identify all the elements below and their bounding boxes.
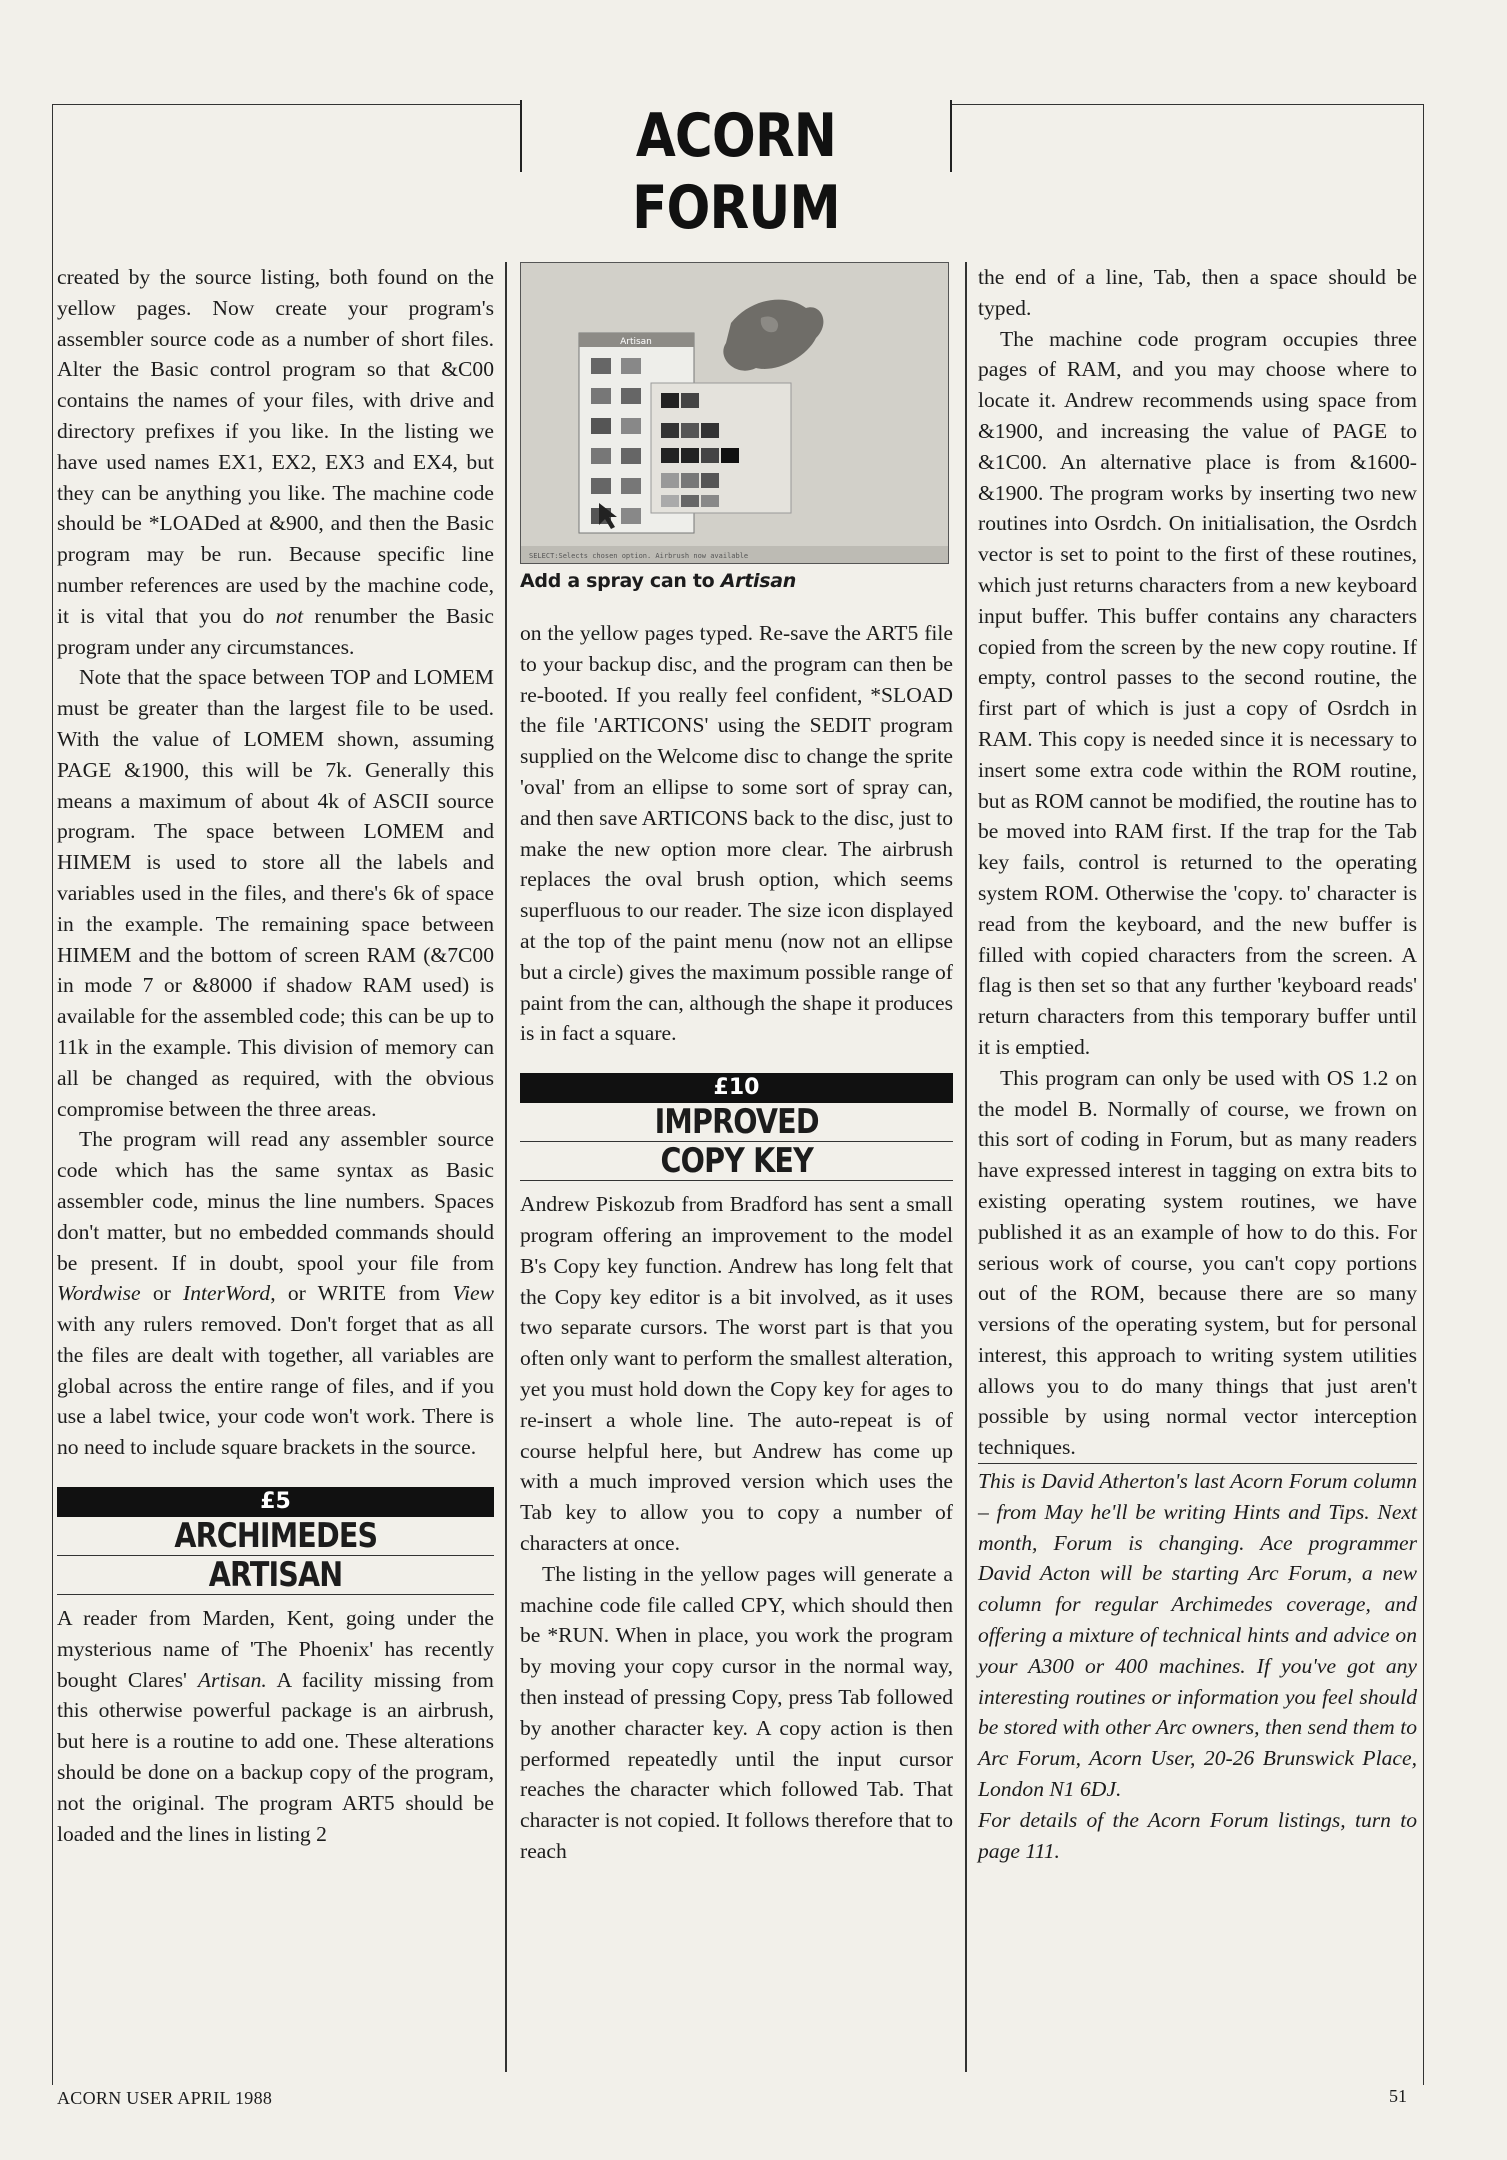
editor-note [978,1463,1417,1866]
column-1 [57,262,494,1849]
note-paragraph: For details of the Acorn Forum listings, turn to page 111. [978,1807,1417,1863]
paragraph: Andrew Piskozub from Bradford has sent a small program offering an improvement to the model B's Copy key function. Andrew has long felt that the Copy key editor is a bit involved, as it uses two separate cursors. The worst part is that you often only want to perform the smallest alteration, yet you must hold down the Copy key for ages to re-insert a whole line. The auto-repeat is of course helpful here, but Andrew has come up with a much improved version which uses the Tab key to allow you to copy a number of characters at once. [520,1192,953,1555]
screenshot-photo [520,262,949,564]
section-title: COPY KEY [520,1142,953,1181]
price-badge: £5 [57,1487,494,1517]
column-3 [978,262,1417,1866]
paragraph: The machine code program occupies three pages of RAM, and you may choose where to locate it. Andrew recommends using space from &1900, and increasing the value of PAGE to &1C00. An alternative place is from &1600-&1900. The program works by inserting two new routines into Osrdch. On initialisation, the Osrdch vector is set to point to the first of these routines, which just returns characters from a new keyboard input buffer. This buffer contains any characters copied from the screen by the new copy routine. If empty, control passes to the second routine, the first part of which is just a copy of Osrdch in RAM. This copy is needed since it is necessary to insert some extra code within the ROM routine, but as ROM cannot be modified, the routine has to be moved into RAM first. If the trap for the Tab key fails, control is returned to the operating system ROM. Otherwise the 'copy. to' character is read from the keyboard, and the new buffer is filled with copied characters from the screen. A flag is then set so that any further 'keyboard reads' return characters from this temporary buffer until it is emptied. [978,326,1417,1059]
column-divider [965,262,967,2072]
paragraph: Note that the space between TOP and LOMEM must be greater than the largest file to be used. With the value of LOMEM shown, assuming PAGE &1900, this will be 7k. Generally this means a maximum of about 4k of ASCII source program. The space between LOMEM and HIMEM is used to store all the labels and variables used in the files, and there's 6k of space in the example. The remaining space between HIMEM and the bottom of screen RAM (&7C00 in mode 7 or &8000 if shadow RAM used) is available for the assembled code; this can be up to 11k in the example. This division of memory can all be changed as required, with the obvious compromise between the three areas. [57,665,494,1121]
svg-text:Artisan: Artisan [620,337,652,347]
masthead-title: ACORN FORUM [632,101,840,243]
paragraph: the end of a line, Tab, then a space should be typed. [978,265,1417,320]
paragraph: The program will read any assembler source code which has the same syntax as Basic assembler code, minus the line numbers. Spaces don't matter, but no embedded commands should be present. If in doubt, spool your file from Wordwise or InterWord, or WRITE from View with any rulers removed. Don't forget that as all the files are dealt with together, all variables are global across the entire range of files, and if you use a label twice, your code won't work. There is no need to include square brackets in the source. [57,1127,494,1460]
photo-caption: Add a spray can to Artisan [520,570,796,592]
artisan-screen-image [521,263,948,563]
page-number: 51 [1389,2086,1407,2106]
svg-text:SELECT:Selects chosen option.: SELECT:Selects chosen option. Airbrush now available [529,552,749,560]
paragraph: on the yellow pages typed. Re-save the ART5 file to your backup disc, and the program can then be re-booted. If you really feel confident, *SLOAD the file 'ARTICONS' using the SEDIT program supplied on the Welcome disc to change the sprite 'oval' from an ellipse to some sort of spray can, and then save ARTICONS back to the disc, just to make the new option more clear. The airbrush replaces the oval brush option, which seems superfluous to our reader. The size icon displayed at the top of the paint menu (now not an ellipse but a circle) gives the maximum possible range of paint from the can, although the shape it produces is in fact a square. [520,621,953,1046]
paragraph: A reader from Marden, Kent, going under the mysterious name of 'The Phoenix' has recently bought Clares' Artisan. A facility missing from this otherwise powerful package is an airbrush, but here is a routine to add one. These alterations should be done on a backup copy of the program, not the original. The program ART5 should be loaded and the lines in listing 2 [57,1606,494,1846]
section-title: IMPROVED [520,1103,953,1142]
section-title: ARTISAN [57,1556,494,1595]
paragraph: The listing in the yellow pages will generate a machine code file called CPY, which should then be *RUN. When in place, you work the program by moving your copy cursor in the normal way, then instead of pressing Copy, press Tab followed by another character key. A copy action is then performed repeatedly until the input cursor reaches the character which followed Tab. That character is not copied. It follows therefore that to reach [520,1561,953,1863]
column-2 [520,262,953,1867]
column-divider [505,262,507,2072]
publication-footer: ACORN USER APRIL 1988 [57,2088,273,2108]
section-title: ARCHIMEDES [57,1517,494,1556]
section-header-archimedes-artisan [57,1487,494,1595]
section-header-improved-copy-key [520,1073,953,1181]
masthead [520,100,952,243]
paragraph: created by the source listing, both found on the yellow pages. Now create your program's assembler source code as a number of short files. Alter the Basic control program so that &C00 contains the names of your files, with drive and directory prefixes if you like. In the listing we have used names EX1, EX2, EX3 and EX4, but they can be anything you like. The machine code should be *LOADed at &900, and then the Basic program may be run. Because specific line number references are used by the machine code, it is vital that you do not renumber the Basic program under any circumstances. [57,265,494,659]
note-paragraph: This is David Atherton's last Acorn Forum column – from May he'll be writing Hints and Tips. Next month, Forum is changing. Ace programmer David Acton will be starting Arc Forum, a new column for regular Archimedes coverage, and offering a mixture of technical hints and advice on your A300 or 400 machines. If you've got any interesting routines or information you feel should be stored with other Arc owners, then send them to Arc Forum, Acorn User, 20-26 Brunswick Place, London N1 6DJ. [978,1469,1417,1802]
price-badge: £10 [520,1073,953,1103]
paragraph: This program can only be used with OS 1.2 on the model B. Normally of course, we frown on this sort of coding in Forum, but as many readers have expressed interest in tagging on extra bits to existing operating system routines, we have published it as an example of how to do this. For serious work of course, you can't copy portions out of the ROM, because there are so many versions of the operating system, but for personal interest, this approach to writing system utilities allows you to do many things that just aren't possible by using normal vector interception techniques. [978,1065,1417,1460]
